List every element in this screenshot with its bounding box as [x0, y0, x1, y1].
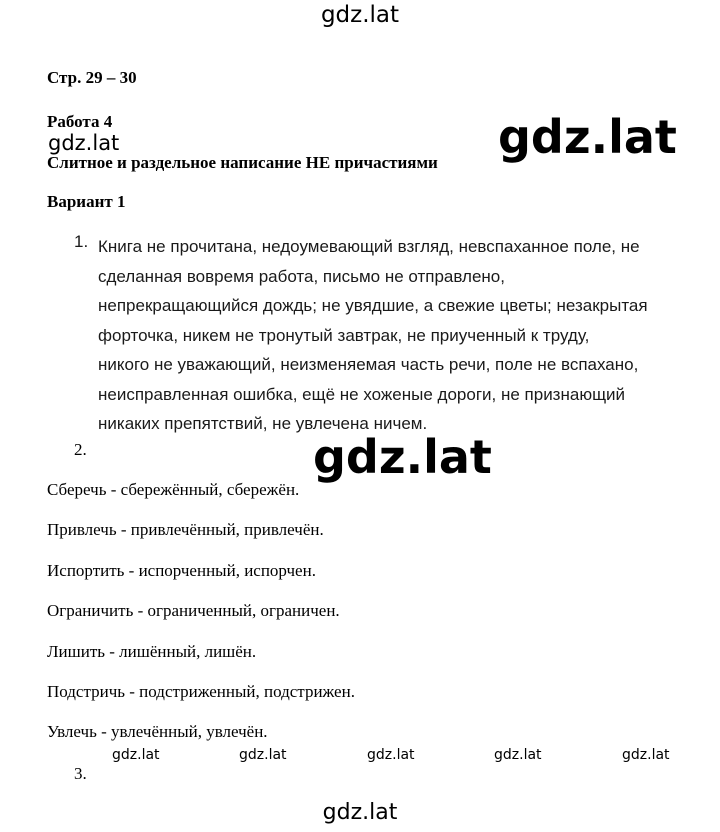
task-1-line: сделанная вовремя работа, письмо не отправлено, [98, 266, 505, 286]
task-1-number: 1. [74, 232, 89, 251]
task-2-line: Привлечь - привлечённый, привлечён. [47, 520, 324, 539]
watermark-row-item: gdz.lat [622, 747, 670, 763]
watermark-big-middle: gdz.lat [313, 430, 492, 484]
watermark-row-item: gdz.lat [112, 747, 160, 763]
task-1-line: никаких препятствий, не увлечена ничем. [98, 414, 428, 433]
watermark-row-item: gdz.lat [494, 747, 542, 763]
task-1-line: неисправленная ошибка, ещё не хоженые дороги, не признающий [98, 384, 626, 404]
watermark-top: gdz.lat [320, 2, 400, 28]
task-1-line: Книга не прочитана, недоумевающий взгляд, невспаханное поле, не [98, 237, 640, 256]
work-title: Работа 4 [47, 112, 113, 131]
watermark-small-header: gdz.lat [48, 131, 120, 155]
task-2-line: Лишить - лишённый, лишён. [47, 642, 257, 661]
page-reference: Стр. 29 – 30 [47, 68, 137, 87]
task-2-line: Ограничить - ограниченный, ограничен. [47, 601, 340, 620]
task-1-line: форточка, никем не тронутый завтрак, не приученный к труду, [98, 325, 590, 345]
watermark-row-item: gdz.lat [367, 747, 415, 763]
task-2-line: Увлечь - увлечённый, увлечён. [47, 722, 268, 741]
task-2-line: Подстричь - подстриженный, подстрижен. [47, 682, 355, 701]
variant-title: Вариант 1 [47, 192, 126, 211]
task-1-text [98, 232, 648, 433]
topic-title: Слитное и раздельное написание НЕ причастиями [47, 153, 438, 172]
watermark-row-item: gdz.lat [239, 747, 287, 763]
watermark-bottom: gdz.lat [322, 800, 398, 825]
task-2-number: 2. [74, 440, 87, 459]
task-2-line: Испортить - испорченный, испорчен. [47, 561, 316, 580]
task-3-number: 3. [74, 764, 87, 783]
task-2-line: Сберечь - сбережённый, сбережён. [47, 480, 300, 499]
task-1-line: никого не уважающий, неизменяемая часть речи, поле не вспахано, [98, 355, 639, 374]
watermark-big-header: gdz.lat [498, 110, 677, 164]
task-1-line: непрекращающийся дождь; не увядшие, а свежие цветы; незакрытая [98, 296, 648, 315]
